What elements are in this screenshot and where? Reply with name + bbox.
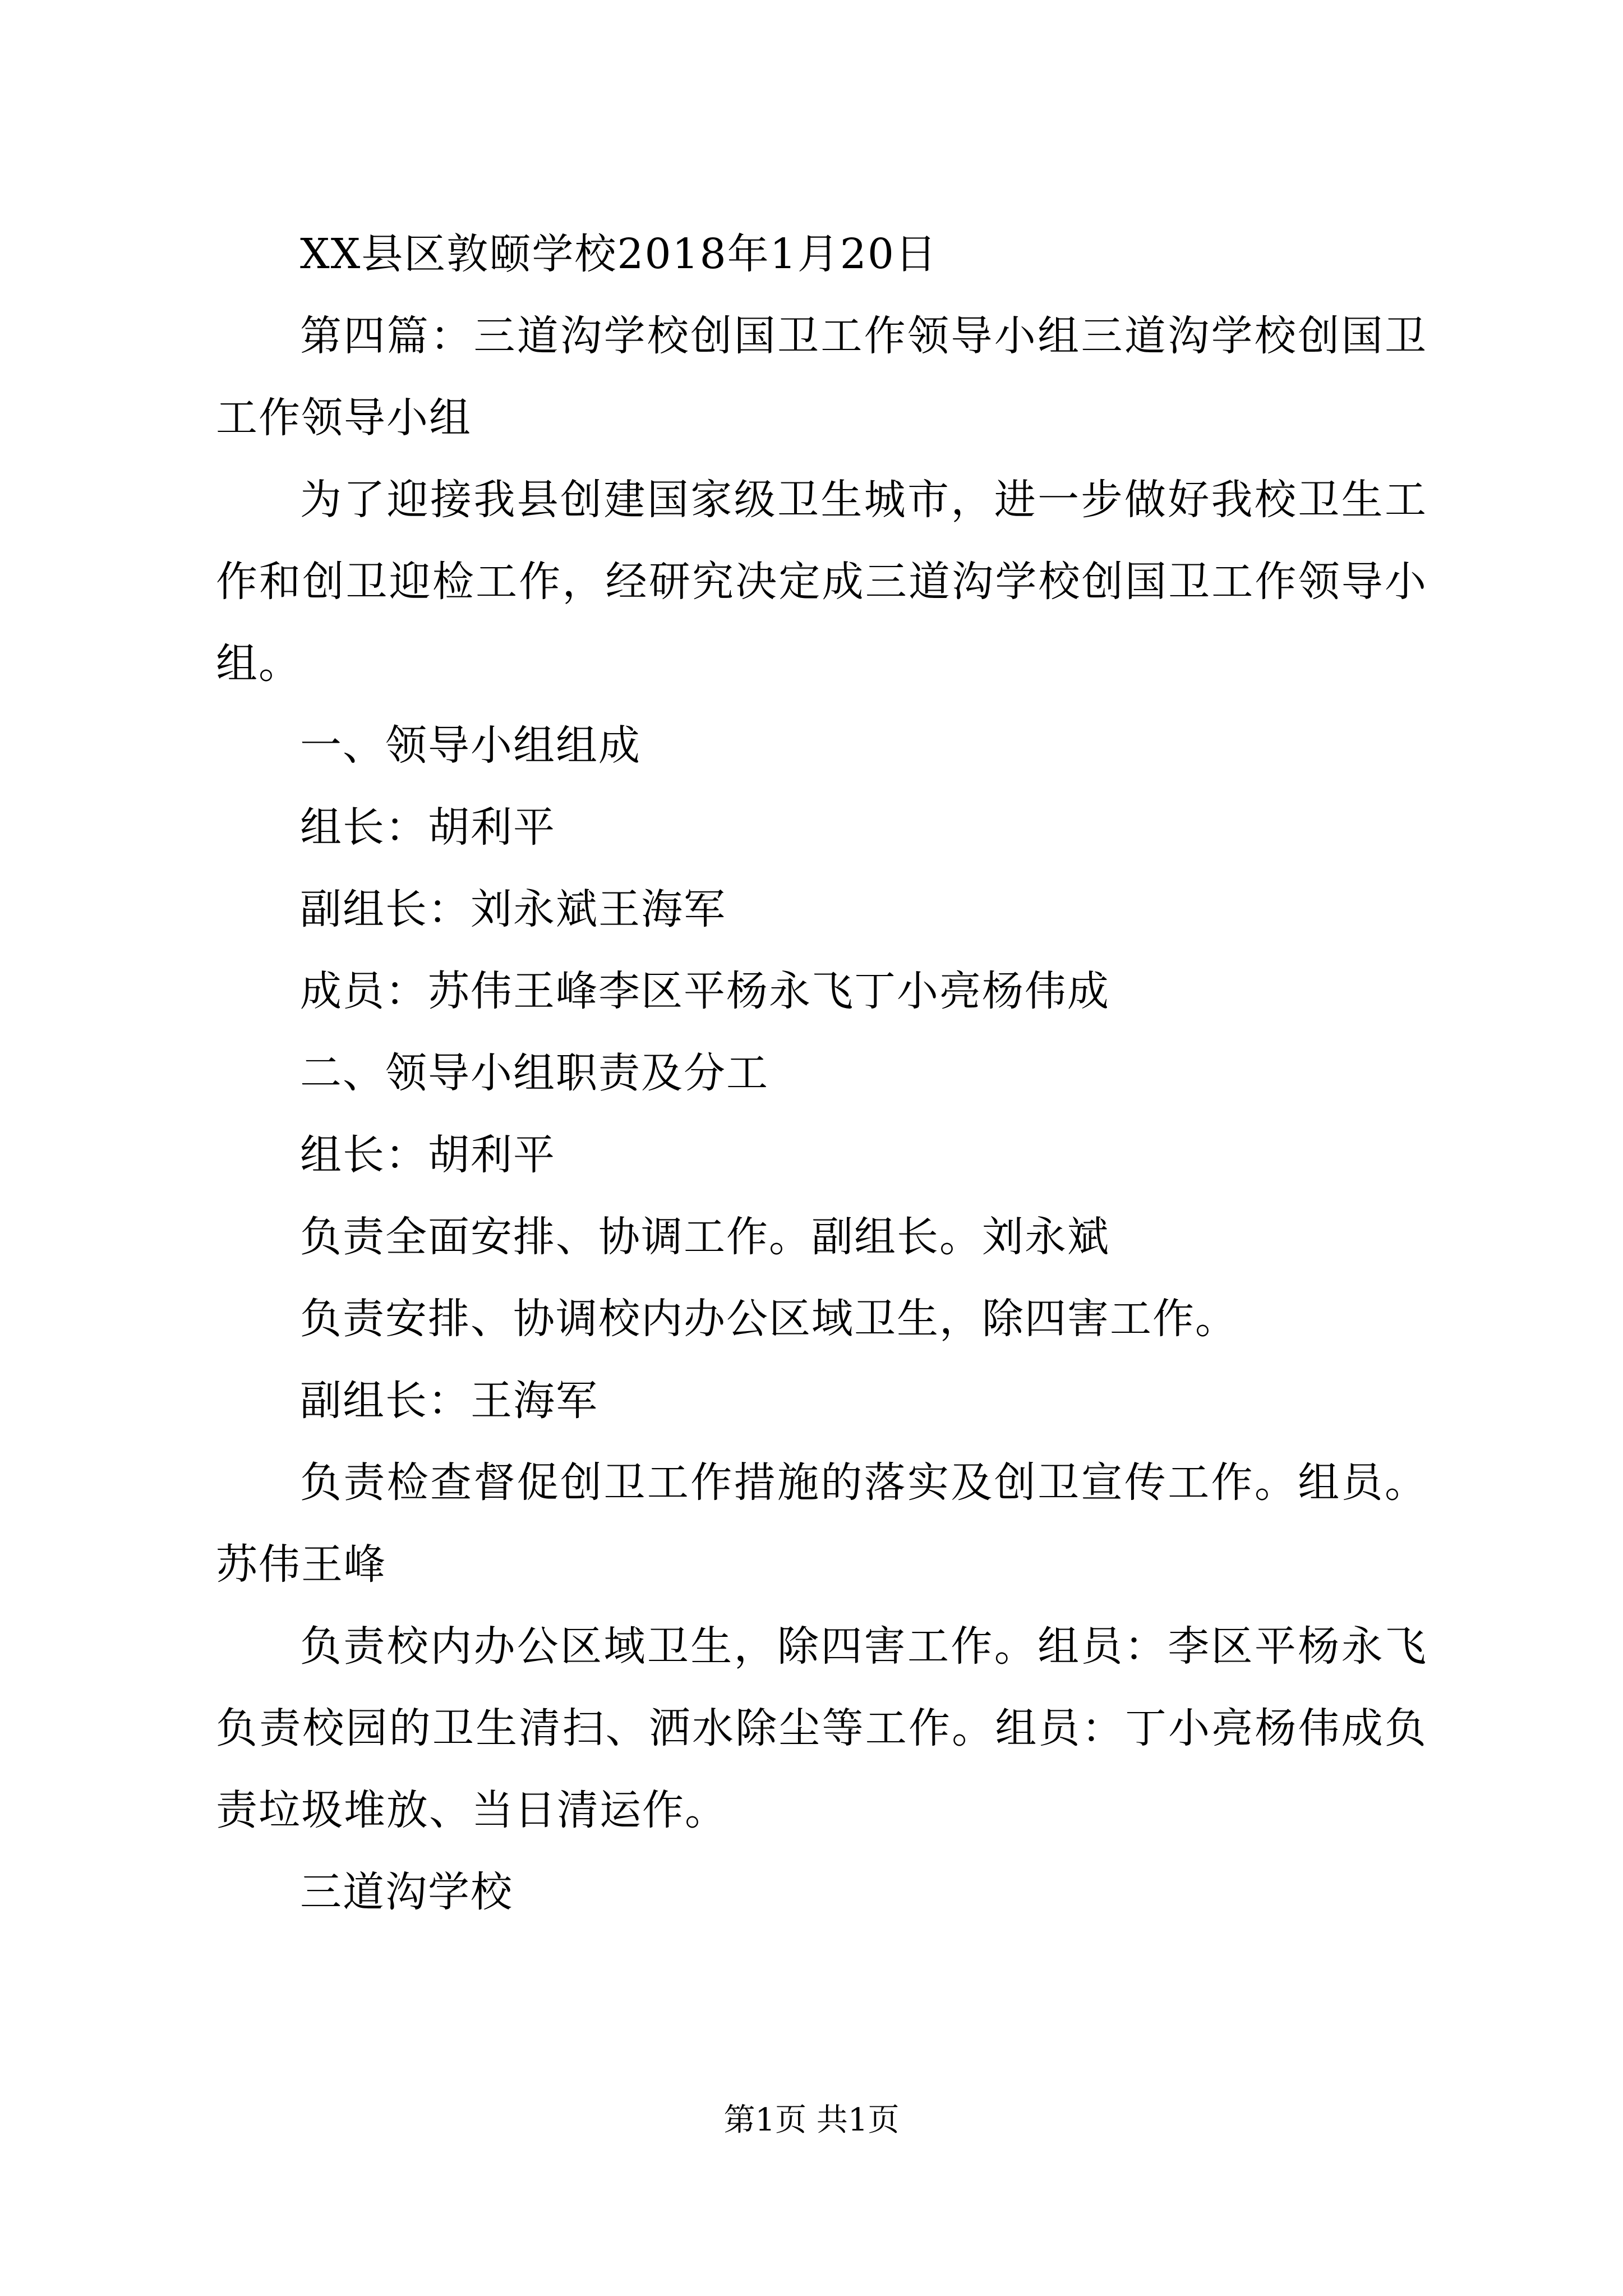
heading-group-composition: 一、领导小组组成 [300,721,641,770]
signature-line: 三道沟学校 [300,1868,513,1916]
document-body [216,213,1427,1933]
duty-deputy2-desc: 负责检查督促创卫工作措施的落实及创卫宣传工作。组员。苏伟王峰 [216,1458,1427,1589]
duty-deputy1-desc: 负责安排、协调校内办公区域卫生，除四害工作。 [300,1295,1238,1343]
duty-leader-line: 组长：胡利平 [300,1131,556,1179]
members-line: 成员：苏伟王峰李区平杨永飞丁小亮杨伟成 [300,967,1110,1015]
deputy-leaders-line: 副组长：刘永斌王海军 [300,885,726,933]
duty-members-desc: 负责校内办公区域卫生，除四害工作。组员：李区平杨永飞负责校园的卫生清扫、洒水除尘等工作。组员：丁小亮杨伟成负责垃圾堆放、当日清运作。 [216,1622,1427,1834]
page-footer: 第1页 共1页 [723,2102,900,2138]
group-leader-line: 组长：胡利平 [300,803,556,852]
duty-deputy2-line: 副组长：王海军 [300,1377,598,1425]
duty-leader-desc: 负责全面安排、协调工作。副组长。刘永斌 [300,1213,1110,1261]
intro-paragraph: 为了迎接我县创建国家级卫生城市，进一步做好我校卫生工作和创卫迎检工作，经研究决定成三道沟学校创国卫工作领导小组。 [216,476,1427,688]
section-title: 第四篇：三道沟学校创国卫工作领导小组三道沟学校创国卫工作领导小组 [216,312,1427,442]
heading-duties: 二、领导小组职责及分工 [300,1049,769,1097]
date-line: XX县区敦颐学校2018年1月20日 [300,230,938,278]
